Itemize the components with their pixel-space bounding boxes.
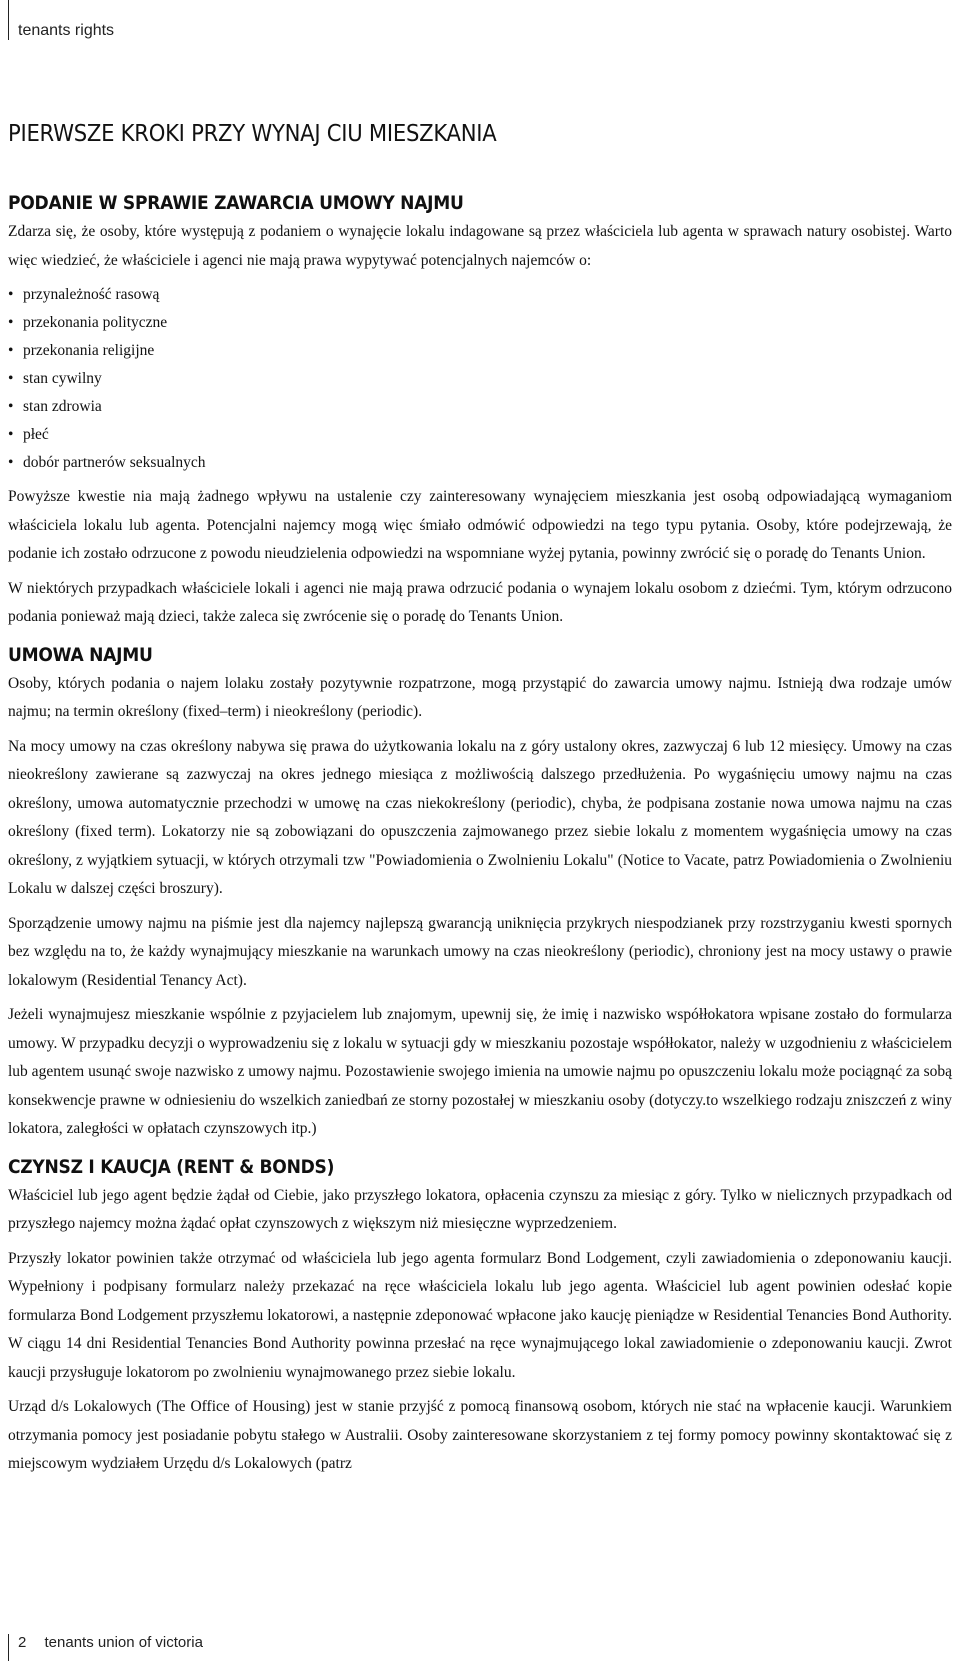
paragraph: Sporządzenie umowy najmu na piśmie jest dla najemcy najlepszą gwarancją uniknięcia przykrych niespodzianek przy rozstrzyganiu kwesti spornych bez względu na to, że każdy wynajmujący mieszkanie na warunkach umowy na czas nieokreślony (periodic), chroniony jest na mocy ustawy o prawie lokalowym (Residential Tenancy Act). [8,914,952,989]
list-item: • przekonania religijne [8,337,952,365]
paragraph: Osoby, których podania o najem lolaku zostały pozytywnie rozpatrzone, mogą przystąpić do zawarcia umowy najmu. Istnieją dwa rodzaje umów najmu; na termin określony (fixed–term) i nieokreślony (periodic). [8,674,952,720]
page-content [8,118,952,1485]
section-heading-lease: UMOWA NAJMU [8,643,153,666]
list-item: • dobór partnerów seksualnych [8,449,952,477]
paragraph: Jeżeli wynajmujesz mieszkanie wspólnie z pzyjacielem lub znajomym, upewnij się, że imię i nazwisko współłokatora wpisane zostało do formularza umowy. W przypadku decyzji o wyprowadzeniu się z lokalu w sytuacji gdy w mieszkaniu pozostaje współłokator, należy w uzgodnieniu z właścicielem lub agentem usunąć swoje nazwisko z umowy najmu. Pozostawienie swojego imienia na umowie najmu po opuszczeniu lokalu może pociągnąć za sobą konsekwencje prawne w odniesieniu do wszelkich zaniedbań ze storny pozostałej w mieszkaniu osoby (dotyczy.to wszelkiego rodzaju zniszczeń z winy lokatora, zaległości w opłatach czynszowych itp.) [8,1006,952,1137]
footer-publication: tenants union of victoria [44,1634,203,1651]
page-number: 2 [18,1634,27,1651]
running-header-title: tenants rights [18,22,115,39]
paragraph: Urząd d/s Lokalowych (The Office of Housing) jest w stanie przyjść z pomocą finansową osobom, których nie stać na wpłacenie kaucji. Warunkiem otrzymania pomocy jest posiadanie pobytu stałego w Australii. Osoby zainteresowane skorzystaniem z tej formy pomocy powinny skontaktować się z miejscowym wydziałem Urzędu d/s Lokalowych (patrz [8,1398,952,1472]
list-item: • stan zdrowia [8,393,952,421]
section-heading-rent-bonds: CZYNSZ I KAUCJA (RENT & BONDS) [8,1155,335,1178]
list-item: • płeć [8,421,952,449]
prohibited-questions-list [8,281,952,477]
section-heading-application: PODANIE W SPRAWIE ZAWARCIA UMOWY NAJMU [8,192,464,214]
paragraph: Przyszły lokator powinien także otrzymać od właściciela lub jego agenta formularz Bond Lodgement, czyli zawiadomienia o zdeponowaniu kaucji. Wypełniony i podpisany formularz należy przekazać na ręce właściciela lokalu lub jego agenta. Właściciel lub agent powinien odesłać kopie formularza Bond Lodgement przyszłemu lokatorowi, a następnie zdeponować wpłacone jako kaucję pieniądze w Residential Tenancies Bond Authority. W ciągu 14 dni Residential Tenancies Bond Authority powinna przesłać na ręce wynajmującego lokal zawiadomienie o zdeponowaniu kaucji. Zwrot kaucji przysługuje lokatorom po zwolnieniu wynajmowanego przez siebie lokalu. [8,1249,952,1381]
page-footer [8,1634,203,1661]
paragraph: Powyższe kwestie nia mają żadnego wpływu na ustalenie czy zainteresowany wynajęciem mieszkania jest osobą odpowiadającą wymaganiom właściciela lokalu lub agenta. Potencjalni najemcy mogą więc śmiało odmówić odpowiedzi na tego typu pytania. Osoby, które podejrzewają, że podanie ich zostało odrzucone z powodu nieudzielenia odpowiedzi na wspomniane wyżej pytania, powinny zwrócić się o poradę do Tenants Union. [8,488,952,562]
list-item: • przekonania polityczne [8,309,952,337]
paragraph: Zdarza się, że osoby, które występują z podaniem o wynajęcie lokalu indagowane są przez właściciela lub agenta w sprawach natury osobistej. Warto więc wiedzieć, że właściciele i agenci nie mają prawa wypytywać potencjalnych najemców o: [8,223,952,269]
list-item: • stan cywilny [8,365,952,393]
paragraph: Na mocy umowy na czas określony nabywa się prawa do użytkowania lokalu na z góry ustalony okres, zazwyczaj 6 lub 12 miesięcy. Umowy na czas nieokreślony zawierane są zazwyczaj na okres jednego miesiąca z możliwością dalszego przedłużenia. Po wygaśnięciu umowy najmu na czas określony, umowa automatycznie przechodzi w umowę na czas niekokreślony (periodic), chyba, że podpisana zostanie nowa umowa najmu na czas określony (fixed term). Lokatorzy nie są zobowiązani do opuszczenia zajmowanego przez siebie lokalu z momentem wygaśnięcia umowy na czas określony, z wyjątkiem sytuacji, w których otrzymali tzw "Powiadomienia o Zwolnieniu Lokalu" (Notice to Vacate, patrz Powiadomienia o Zwolnieniu Lokalu w dalszej części broszury). [8,737,952,897]
running-header [8,0,114,40]
paragraph: Właściciel lub jego agent będzie żądał od Ciebie, jako przyszłego lokatora, opłacenia czynszu za miesiąc z góry. Tylko w nielicznych przypadkach od przyszłego najemcy można żądać opłat czynszowych z większym niż miesięczne wyprzedzeniem. [8,1186,952,1232]
page-title: PIERWSZE KROKI PRZY WYNAJ CIU MIESZKANIA [8,121,497,147]
list-item: • przynależność rasową [8,281,952,309]
paragraph: W niektórych przypadkach właściciele lokali i agenci nie mają prawa odrzucić podania o wynajem lokalu osobom z dziećmi. Tym, którym odrzucono podania ponieważ mają dzieci, także zaleca się zwrócenie się o poradę do Tenants Union. [8,579,952,625]
